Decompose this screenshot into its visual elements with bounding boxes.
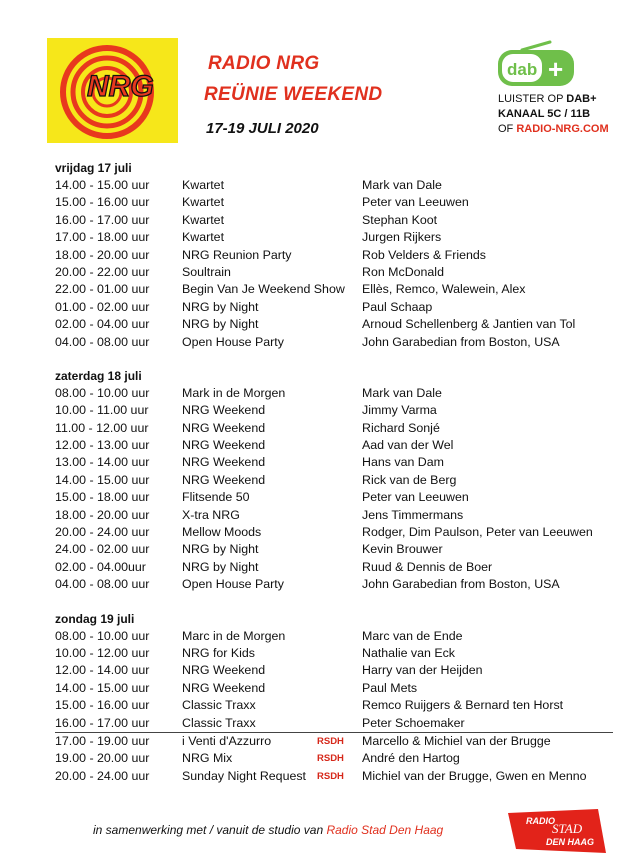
host-name: Rodger, Dim Paulson, Peter van Leeuwen <box>362 525 593 540</box>
show-name: NRG Mix <box>182 751 233 766</box>
day-section <box>55 160 615 351</box>
footer-text: in samenwerking met / vanuit de studio van <box>93 823 327 837</box>
time-slot: 10.00 - 12.00 uur <box>55 645 150 660</box>
host-name: Nathalie van Eck <box>362 645 455 660</box>
time-slot: 12.00 - 13.00 uur <box>55 438 150 453</box>
show-name: NRG by Night <box>182 317 259 332</box>
schedule-row <box>55 194 615 211</box>
time-slot: 18.00 - 20.00 uur <box>55 507 150 522</box>
time-slot: 14.00 - 15.00 uur <box>55 680 150 695</box>
schedule-row <box>55 697 615 714</box>
day-section <box>55 368 615 594</box>
time-slot: 17.00 - 18.00 uur <box>55 230 150 245</box>
host-name: Harry van der Heijden <box>362 663 483 678</box>
host-name: Jens Timmermans <box>362 507 464 522</box>
schedule-row <box>55 437 615 454</box>
host-name: Rob Velders & Friends <box>362 247 486 262</box>
schedule-row <box>55 420 615 437</box>
rsdh-logo-graphic <box>508 809 606 853</box>
dab-logo-graphic <box>496 38 576 88</box>
show-name: Flitsende 50 <box>182 490 250 505</box>
schedule-row <box>55 454 615 471</box>
host-name: Paul Mets <box>362 680 418 695</box>
schedule-row <box>55 541 615 558</box>
rsdh-tag: RSDH <box>317 770 344 782</box>
show-name: Mellow Moods <box>182 525 262 540</box>
host-name: Mark van Dale <box>362 385 442 400</box>
host-name: Stephan Koot <box>362 212 438 227</box>
schedule-row <box>55 247 615 264</box>
host-name: Mark van Dale <box>362 178 442 192</box>
listen-prefix: LUISTER OP <box>498 93 567 105</box>
host-name: Aad van der Wel <box>362 438 454 453</box>
show-name: Open House Party <box>182 577 284 592</box>
show-name: NRG by Night <box>182 299 259 314</box>
time-slot: 04.00 - 08.00 uur <box>55 334 150 349</box>
schedule-row <box>55 281 615 298</box>
day-heading: zaterdag 18 juli <box>55 368 142 383</box>
section-spacer <box>55 351 615 368</box>
listen-info <box>498 92 609 137</box>
time-slot: 04.00 - 08.00 uur <box>55 577 150 592</box>
time-slot: 20.00 - 24.00 uur <box>55 768 150 783</box>
show-name: Mark in de Morgen <box>182 385 286 400</box>
host-name: Jurgen Rijkers <box>362 230 442 245</box>
schedule-row <box>55 559 615 576</box>
dab-logo <box>496 38 576 88</box>
time-slot: 14.00 - 15.00 uur <box>55 472 150 487</box>
listen-or: OF <box>498 123 517 135</box>
section-spacer <box>55 594 615 611</box>
event-dates: 17-19 JULI 2020 <box>206 120 319 137</box>
host-name: John Garabedian from Boston, USA <box>362 334 560 349</box>
show-name: Kwartet <box>182 178 225 192</box>
time-slot: 11.00 - 12.00 uur <box>55 420 149 435</box>
time-slot: 17.00 - 19.00 uur <box>55 733 150 748</box>
time-slot: 01.00 - 02.00 uur <box>55 299 150 314</box>
host-name: Ellès, Remco, Walewein, Alex <box>362 282 526 297</box>
show-name: NRG Reunion Party <box>182 247 292 262</box>
rsdh-tag: RSDH <box>317 753 344 765</box>
show-name: NRG Weekend <box>182 403 266 418</box>
rsdh-tag: RSDH <box>317 735 344 747</box>
schedule <box>55 160 615 785</box>
svg-text:+: + <box>548 54 564 84</box>
page-title-line1: RADIO NRG <box>208 53 320 74</box>
schedule-row <box>55 768 615 785</box>
schedule-row <box>55 316 615 333</box>
show-name: Sunday Night Request <box>182 768 306 783</box>
time-slot: 18.00 - 20.00 uur <box>55 247 150 262</box>
host-name: Peter van Leeuwen <box>362 490 469 505</box>
show-name: NRG by Night <box>182 542 259 557</box>
time-slot: 16.00 - 17.00 uur <box>55 715 150 730</box>
schedule-row <box>55 334 615 351</box>
host-name: Kevin Brouwer <box>362 542 443 557</box>
show-name: Open House Party <box>182 334 284 349</box>
host-name: John Garabedian from Boston, USA <box>362 577 560 592</box>
show-name: NRG Weekend <box>182 663 266 678</box>
time-slot: 19.00 - 20.00 uur <box>55 751 150 766</box>
rsdh-logo-line3: DEN HAAG <box>546 837 595 847</box>
time-slot: 15.00 - 16.00 uur <box>55 698 150 713</box>
time-slot: 15.00 - 18.00 uur <box>55 490 150 505</box>
listen-dab: DAB+ <box>566 93 597 105</box>
show-name: Kwartet <box>182 212 225 227</box>
host-name: Paul Schaap <box>362 299 433 314</box>
show-name: Marc in de Morgen <box>182 628 286 643</box>
schedule-row <box>55 212 615 229</box>
show-name: X-tra NRG <box>182 507 240 522</box>
time-slot: 02.00 - 04.00uur <box>55 559 146 574</box>
show-name: Soultrain <box>182 264 231 279</box>
show-name: NRG Weekend <box>182 455 266 470</box>
time-slot: 20.00 - 24.00 uur <box>55 525 150 540</box>
show-name: Classic Traxx <box>182 698 256 713</box>
host-name: Arnoud Schellenberg & Jantien van Tol <box>362 317 576 332</box>
host-name: Peter van Leeuwen <box>362 195 469 210</box>
show-name: NRG Weekend <box>182 472 266 487</box>
host-name: Jimmy Varma <box>362 403 437 418</box>
host-name: Ron McDonald <box>362 264 444 279</box>
show-name: i Venti d'Azzurro <box>182 733 272 748</box>
show-name: NRG by Night <box>182 559 259 574</box>
show-name: NRG Weekend <box>182 420 266 435</box>
time-slot: 24.00 - 02.00 uur <box>55 542 150 557</box>
rsdh-logo-line2: STAD <box>552 821 583 836</box>
schedule-row <box>55 628 615 645</box>
schedule-row <box>55 507 615 524</box>
time-slot: 08.00 - 10.00 uur <box>55 385 150 400</box>
time-slot: 10.00 - 11.00 uur <box>55 403 149 418</box>
footer-credit <box>93 823 443 837</box>
schedule-row <box>55 229 615 246</box>
rsdh-logo-line1: RADIO <box>526 816 555 826</box>
time-slot: 12.00 - 14.00 uur <box>55 663 150 678</box>
schedule-row <box>55 662 615 679</box>
schedule-row <box>55 472 615 489</box>
host-name: Marc van de Ende <box>362 628 463 643</box>
host-name: Michiel van der Brugge, Gwen en Menno <box>362 768 587 783</box>
schedule-row <box>55 385 615 402</box>
schedule-row <box>55 715 615 732</box>
page-title-line2: REÜNIE WEEKEND <box>204 84 383 105</box>
schedule-row <box>55 576 615 593</box>
show-name: Kwartet <box>182 230 225 245</box>
time-slot: 13.00 - 14.00 uur <box>55 455 150 470</box>
schedule-row <box>55 402 615 419</box>
footer-station: Radio Stad Den Haag <box>326 823 444 837</box>
time-slot: 14.00 - 15.00 uur <box>55 178 150 192</box>
schedule-row <box>55 489 615 506</box>
listen-channel: KANAAL 5C / 11B <box>498 108 591 120</box>
schedule-row <box>55 733 615 750</box>
day-heading: vrijdag 17 juli <box>55 161 132 175</box>
day-heading: zondag 19 juli <box>55 611 135 626</box>
nrg-logo-graphic <box>47 38 178 143</box>
host-name: Hans van Dam <box>362 455 444 470</box>
schedule-row <box>55 299 615 316</box>
rsdh-logo <box>508 809 606 853</box>
host-name: Ruud & Dennis de Boer <box>362 559 493 574</box>
time-slot: 02.00 - 04.00 uur <box>55 317 150 332</box>
show-name: Kwartet <box>182 195 225 210</box>
time-slot: 08.00 - 10.00 uur <box>55 628 150 643</box>
show-name: NRG Weekend <box>182 438 266 453</box>
show-name: Classic Traxx <box>182 715 256 730</box>
host-name: Marcello & Michiel van der Brugge <box>362 733 551 748</box>
schedule-row <box>55 177 615 194</box>
host-name: Rick van de Berg <box>362 472 457 487</box>
listen-site-link[interactable]: RADIO-NRG.COM <box>516 123 609 135</box>
schedule-row <box>55 264 615 281</box>
time-slot: 15.00 - 16.00 uur <box>55 195 150 210</box>
schedule-row <box>55 750 615 767</box>
nrg-logo <box>47 38 178 143</box>
schedule-row <box>55 524 615 541</box>
show-name: NRG Weekend <box>182 680 266 695</box>
dab-logo-text: dab <box>507 60 538 79</box>
host-name: André den Hartog <box>362 751 460 766</box>
host-name: Richard Sonjé <box>362 420 440 435</box>
show-name: Begin Van Je Weekend Show <box>182 282 345 297</box>
time-slot: 16.00 - 17.00 uur <box>55 212 150 227</box>
schedule-row <box>55 645 615 662</box>
show-name: NRG for Kids <box>182 645 255 660</box>
host-name: Peter Schoemaker <box>362 715 465 730</box>
nrg-logo-text: NRG <box>87 70 154 103</box>
schedule-row <box>55 680 615 697</box>
time-slot: 20.00 - 22.00 uur <box>55 264 150 279</box>
host-name: Remco Ruijgers & Bernard ten Horst <box>362 698 564 713</box>
time-slot: 22.00 - 01.00 uur <box>55 282 150 297</box>
day-section <box>55 611 615 786</box>
